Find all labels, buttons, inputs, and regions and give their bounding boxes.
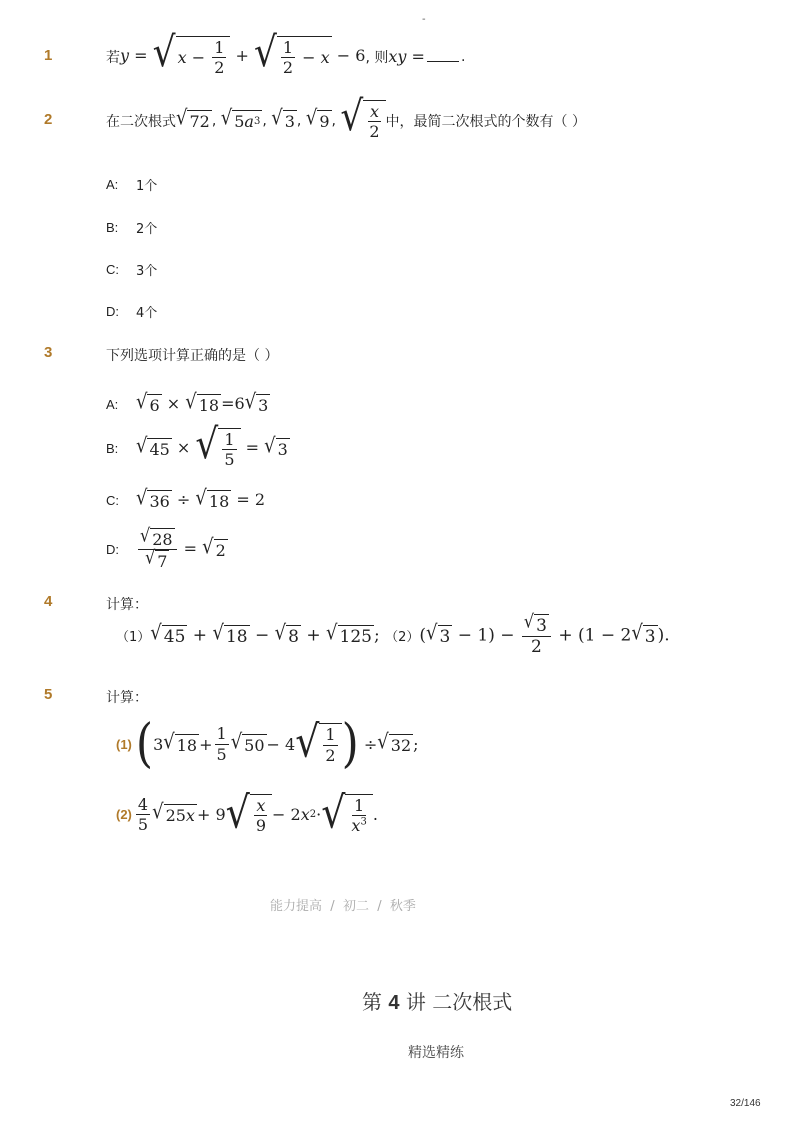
question-number-2: 2: [44, 111, 53, 128]
question-5-text: 计算：: [106, 690, 148, 706]
option-text: 1个: [136, 179, 158, 194]
option-label: B:: [106, 220, 119, 235]
option-label: C:: [106, 262, 119, 277]
option-text: 3个: [136, 264, 158, 279]
question-3-text: 下列选项计算正确的是（ ）: [106, 348, 279, 364]
option-label: D:: [106, 542, 119, 558]
question-1: 若 y = √ x − $\frac{1}{2}$ + √ $\frac{1}{2}$ − x − 6 , 则 xy = .: [106, 29, 466, 78]
question-2: 在二次根式 √ 72 , √ 5 a 3 , √ 3 , √ 9 , √ $\frac{x}{2}$ 中，最简二次根式的个数有（ ）: [106, 93, 586, 142]
question-number-5: 5: [44, 686, 53, 703]
q2-prefix: 在二次根式: [106, 113, 176, 130]
q1-suffix: .: [460, 48, 466, 65]
question-number-1: 1: [44, 47, 53, 64]
breadcrumb-sep: /: [377, 899, 382, 914]
option-label: B:: [106, 441, 119, 457]
question-number-3: 3: [44, 344, 53, 361]
q5-part2: (2) $\frac{4}{5}$ √ 25 x + 9 √ $\frac{x}{9}$ − 2 x 2 · √ $\frac{1}{x^3}$ .: [116, 787, 378, 839]
q2-sep: ,: [296, 112, 302, 129]
header-mark: -: [422, 14, 426, 25]
lesson-title: [362, 986, 512, 1015]
lesson-prefix: 第: [362, 990, 382, 1014]
q2-option-d[interactable]: [106, 302, 157, 321]
q5-part2-label: (2): [116, 807, 132, 823]
breadcrumb-item: 能力提高: [270, 899, 323, 914]
q4-part2-label: （2）: [385, 630, 420, 646]
option-text: 2个: [136, 222, 158, 237]
breadcrumb: [270, 895, 416, 914]
q4-part1-label: （1）: [116, 630, 151, 646]
q2-sep: ,: [262, 112, 267, 129]
option-label: D:: [106, 304, 119, 319]
breadcrumb-item: 初二: [342, 899, 369, 914]
q5-part1: (1) ( 3 √ 18 + $\frac{1}{5}$ √ 50 − 4 √ $\frac{1}{2}$ ) ÷ √ 32 ;: [116, 712, 419, 774]
breadcrumb-item: 秋季: [389, 899, 416, 914]
lesson-suffix: 讲 二次根式: [405, 990, 513, 1014]
breadcrumb-sep: /: [330, 899, 335, 914]
option-text: 4个: [136, 306, 158, 321]
q3-option-c[interactable]: C: √ 36 ÷ √ 18 = 2: [106, 486, 266, 511]
answer-blank[interactable]: [427, 61, 459, 62]
lesson-number: 4: [388, 992, 400, 1014]
q1-equation: y = √ x − $\frac{1}{2}$ + √ $\frac{1}{2}$ − x − 6: [120, 29, 366, 78]
q1-prefix: 若: [106, 49, 120, 66]
question-4-text: 计算：: [106, 597, 148, 613]
option-label: A:: [106, 397, 119, 412]
q2-sep: ,: [331, 112, 336, 129]
question-number-4: 4: [44, 593, 53, 610]
q2-option-b[interactable]: [106, 218, 157, 237]
page-number: 32/146: [730, 1098, 761, 1109]
q3-option-a[interactable]: A: √ 6 × √ 18 =6 √ 3: [106, 390, 269, 415]
q3-option-b[interactable]: B: √ 45 × √ $\frac{1}{5}$ = √ 3: [106, 421, 288, 470]
q2-sep: ,: [211, 112, 217, 129]
option-label: C:: [106, 493, 119, 508]
question-4-parts: （1） √ 45 + √ 18 − √ 8 + √ 125 ; （2） ( √ 3 − 1) − √ 3 2 + (1 − 2 √ 3 ).: [116, 610, 670, 658]
option-label: A:: [106, 177, 119, 192]
q3-option-d[interactable]: D: √ 28 √ 7 = √ 2: [106, 524, 226, 572]
q1-middle: , 则: [365, 49, 389, 66]
q2-option-a[interactable]: [106, 175, 157, 194]
q5-part1-label: (1): [116, 736, 132, 752]
section-title: 精选精练: [408, 1045, 464, 1061]
q2-suffix: 中，最简二次根式的个数有（ ）: [385, 113, 586, 130]
q2-option-c[interactable]: [106, 260, 157, 279]
